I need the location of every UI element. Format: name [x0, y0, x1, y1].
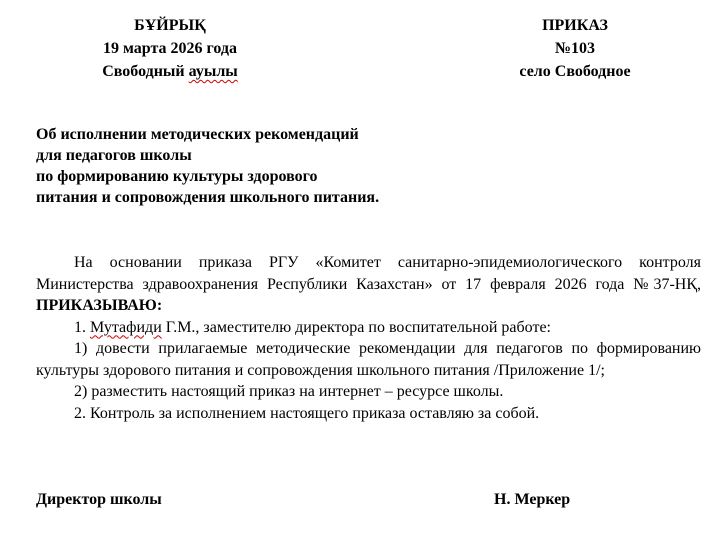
header-place-kazakh — [70, 60, 270, 83]
header-place-russian: село Свободное — [519, 63, 631, 80]
order-subitem-2: 2) разместить настоящий приказ на интернет – ресурсе школы. — [74, 383, 504, 400]
order-item-1 — [36, 317, 701, 339]
order-subitem-1: 1) довести прилагаемые методические рекомендации для педагогов по формированию культуры здорового питания и сопровождения школьного питания /Приложение 1/; — [36, 340, 701, 379]
header-kazakh — [70, 14, 270, 83]
header-russian-title: ПРИКАЗ — [542, 17, 608, 34]
body-intro: На основании приказа РГУ «Комитет санитарно-эпидемиологического контроля Министерства здравоохранения Республики Казахстан» от 17 февраля 2026 года №37-НҚ, — [36, 254, 701, 293]
item1-prefix: 1. — [74, 318, 90, 336]
header-place-prefix: Свободный — [102, 63, 189, 80]
order-body — [36, 252, 701, 424]
item1-rest: Г.М., заместителю директора по воспитательной работе: — [161, 318, 551, 336]
signature-name: Н. Меркер — [494, 491, 571, 508]
header-order-number: №103 — [554, 40, 596, 57]
subject-line: по формированию культуры здорового — [36, 168, 318, 185]
header-date: 19 марта 2026 года — [102, 40, 238, 57]
header-russian — [490, 14, 660, 83]
subject-line: Об исполнении методических рекомендаций — [36, 126, 359, 143]
subject-line: для педагогов школы — [36, 147, 192, 164]
body-intro-paragraph — [36, 252, 701, 317]
signature-position: Директор школы — [36, 491, 162, 508]
order-subject — [36, 124, 556, 208]
order-word: ПРИКАЗЫВАЮ: — [36, 297, 163, 314]
header-kazakh-title: БҰЙРЫҚ — [134, 17, 206, 34]
subject-line: питания и сопровождения школьного питания. — [36, 189, 380, 206]
order-item-2: 2. Контроль за исполнением настоящего приказа оставляю за собой. — [74, 404, 540, 422]
header-place-word: ауылы — [188, 63, 238, 80]
item1-name: Мутафиди — [90, 318, 162, 336]
